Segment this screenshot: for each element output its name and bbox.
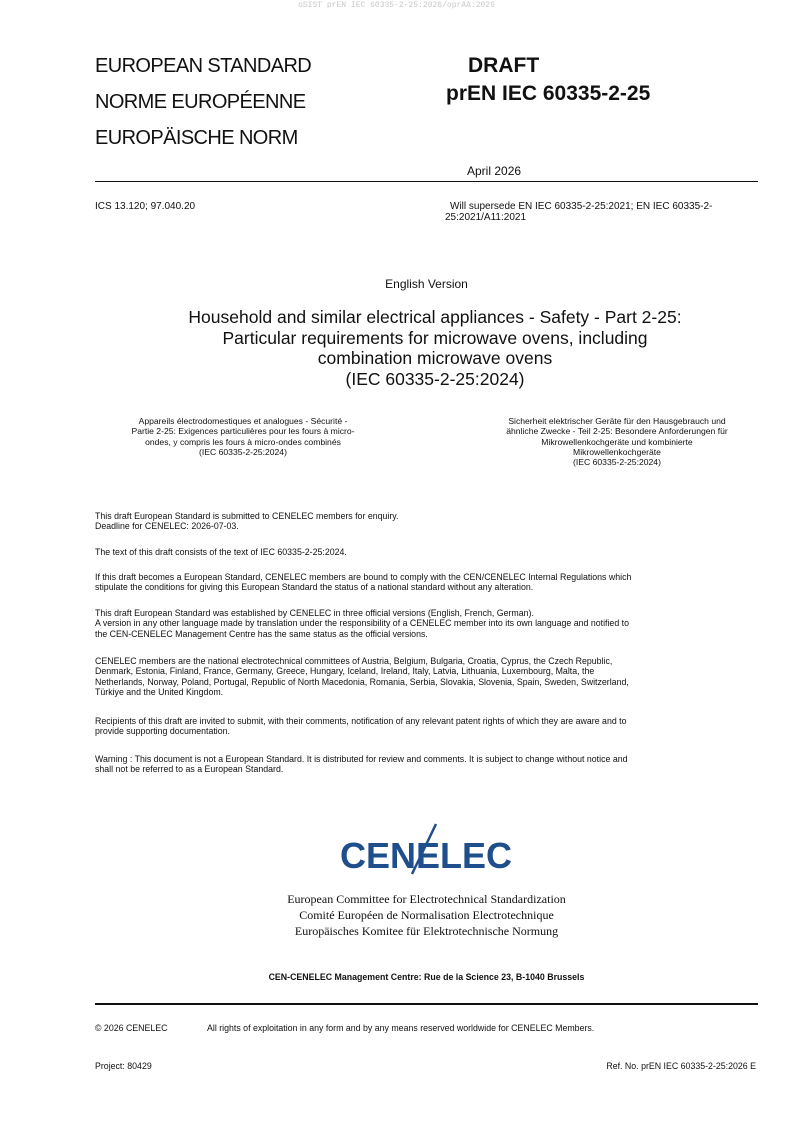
german-title-line: ähnliche Zwecke - Teil 2-25: Besondere Anforderungen für <box>506 426 728 437</box>
bound-paragraph <box>95 572 755 593</box>
versions-paragraph <box>95 608 755 639</box>
management-centre-address: CEN-CENELEC Management Centre: Rue de la Science 23, B-1040 Brussels <box>268 972 585 982</box>
french-title-line: Partie 2-25: Exigences particulières pour les fours à micro- <box>131 426 355 437</box>
body-line: CENELEC members are the national electrotechnical committees of Austria, Belgium, Bulgaria, Croatia, Cyprus, the Czech Republic, <box>95 656 613 666</box>
body-line: stipulate the conditions for giving this European Standard the status of a national standard without any alteration. <box>95 582 534 593</box>
french-title-line: (IEC 60335-2-25:2024) <box>199 446 287 457</box>
org-name-line: Comité Européen de Normalisation Electrotechnique <box>299 908 554 922</box>
main-title-line: (IEC 60335-2-25:2024) <box>345 368 525 389</box>
ics-codes: ICS 13.120; 97.040.20 <box>95 201 196 212</box>
body-line: The text of this draft consists of the text of IEC 60335-2-25:2024. <box>95 547 347 557</box>
cenelec-logo-text: CENELEC <box>339 835 513 876</box>
german-title-line: Mikrowellenkochgeräte und kombinierte <box>541 436 693 447</box>
body-line: Netherlands, Norway, Poland, Portugal, Republic of North Macedonia, Romania, Serbia, Slovakia, Slovenia, Spain, Sweden, Switzerland, <box>95 676 629 687</box>
body-line: This draft European Standard is submitted to CENELEC members for enquiry. <box>95 511 399 521</box>
org-name-line: Europäisches Komitee für Elektrotechnische Normung <box>294 924 559 938</box>
body-line: provide supporting documentation. <box>95 726 230 737</box>
body-line: A version in any other language made by translation under the responsibility of a CENELEC member into its own language and notified to <box>95 618 629 629</box>
org-name-line: European Committee for Electrotechnical Standardization <box>287 892 566 906</box>
german-title-line: Mikrowellenkochgeräte <box>573 446 661 457</box>
body-line: Denmark, Estonia, Finland, France, Germany, Greece, Hungary, Iceland, Ireland, Italy, Latvia, Lithuania, Luxembourg, Malta, the <box>95 666 595 677</box>
project-number: Project: 80429 <box>95 1061 152 1071</box>
body-line: Deadline for CENELEC: 2026-07-03. <box>95 521 239 532</box>
copyright-notice: © 2026 CENELEC <box>95 1023 168 1033</box>
main-title-line: Particular requirements for microwave ovens, including <box>222 327 648 348</box>
title-fr: NORME EUROPÉENNE <box>95 91 306 113</box>
german-title-line: Sicherheit elektrischer Geräte für den Hausgebrauch und <box>508 416 726 426</box>
enquiry-paragraph <box>95 511 755 532</box>
body-line: If this draft becomes a European Standard, CENELEC members are bound to comply with the CEN/CENELEC Internal Regulations which <box>95 572 632 582</box>
draft-label: DRAFT <box>468 54 540 77</box>
recipients-paragraph <box>95 716 755 737</box>
text-of-paragraph <box>95 547 755 557</box>
main-title-line: combination microwave ovens <box>317 348 553 368</box>
french-title-line: ondes, y compris les fours à micro-ondes combinés <box>145 436 341 447</box>
body-line: Türkiye and the United Kingdom. <box>95 687 224 698</box>
main-title-line: Household and similar electrical appliances - Safety - Part 2-25: <box>188 307 682 327</box>
publication-date: April 2026 <box>467 164 522 178</box>
top-rule <box>95 181 758 182</box>
main-title <box>95 307 775 389</box>
french-title-line: Appareils électrodomestiques et analogues - Sécurité - <box>138 416 348 426</box>
organisation-names <box>0 891 793 939</box>
draft-number: prEN IEC 60335-2-25 <box>446 82 651 105</box>
body-line: This draft European Standard was established by CENELEC in three official versions (English, French, German). <box>95 608 534 618</box>
english-version-label: English Version <box>385 277 468 291</box>
body-line: Recipients of this draft are invited to submit, with their comments, notification of any relevant patent rights of which they are aware and to <box>95 716 627 726</box>
body-line: Warning : This document is not a European Standard. It is distributed for review and comments. It is subject to change without notice and <box>95 754 628 764</box>
watermark: oSIST prEN IEC 60335-2-25:2026/oprAA:2026 <box>298 1 495 10</box>
rights-statement: All rights of exploitation in any form and by any means reserved worldwide for CENELEC Members. <box>207 1023 595 1033</box>
french-title <box>100 416 386 457</box>
warning-paragraph <box>95 754 755 775</box>
body-line: the CEN-CENELEC Management Centre has the same status as the official versions. <box>95 628 428 639</box>
bottom-rule <box>95 1003 758 1005</box>
german-title <box>474 416 760 467</box>
members-paragraph <box>95 656 755 698</box>
body-line: shall not be referred to as a European Standard. <box>95 764 284 775</box>
reference-number: Ref. No. prEN IEC 60335-2-25:2026 E <box>606 1061 756 1071</box>
supersede-note: Will supersede EN IEC 60335-2-25:2021; EN IEC 60335-2-25:2021/A11:2021 <box>445 201 713 223</box>
title-en: EUROPEAN STANDARD <box>95 55 312 77</box>
german-title-line: (IEC 60335-2-25:2024) <box>573 457 661 468</box>
title-de: EUROPÄISCHE NORM <box>95 127 298 149</box>
cenelec-logo <box>326 820 526 876</box>
